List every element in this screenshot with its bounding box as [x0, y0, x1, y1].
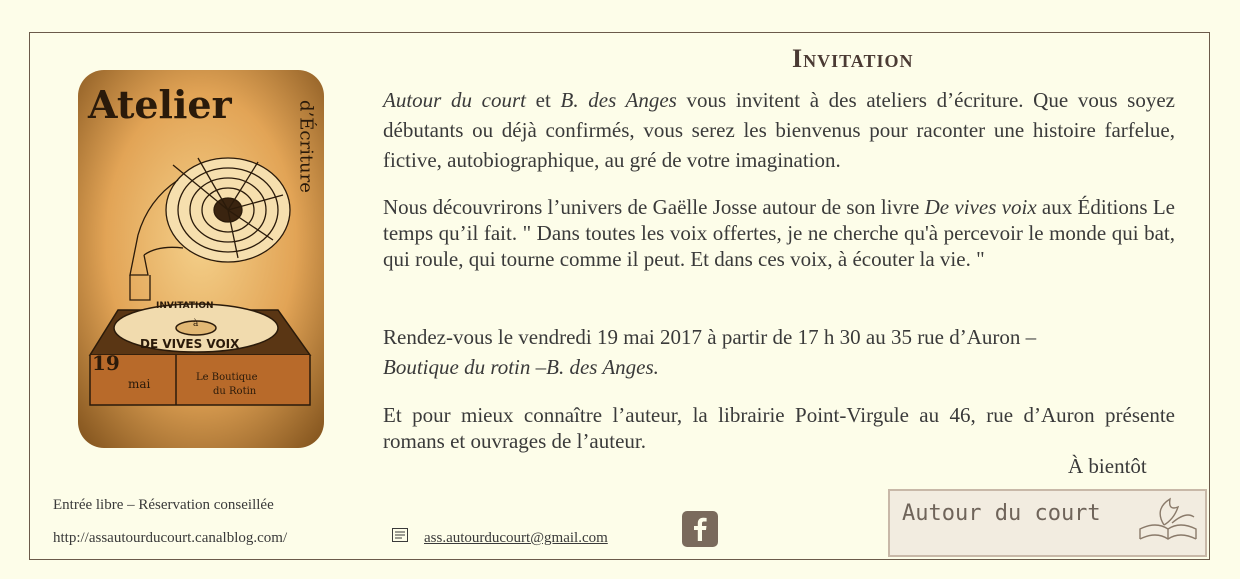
open-book-icon	[1134, 495, 1202, 553]
closing-text: À bientôt	[1068, 454, 1147, 478]
author-rest: aux Éditions Le temps qu’il fait. " Dans toutes les voix offertes, je ne cherche qu'à percevoir le monde qui bat, qui roule, qui tourne comme il peut. Et dans ces voix, à écouter la vie. "	[383, 195, 1175, 271]
poster-a: à	[193, 319, 199, 329]
poster-shop-2: du Rotin	[213, 386, 257, 397]
gramophone-illustration	[78, 70, 324, 448]
autour-du-court-logo	[888, 489, 1207, 557]
book-title: De vives voix	[924, 195, 1037, 219]
envelope-icon	[392, 528, 408, 542]
poster-book: DE VIVES VOIX	[140, 337, 240, 351]
workshop-poster	[78, 70, 324, 448]
logo-text: Autour du court	[902, 501, 1101, 526]
author-paragraph	[383, 194, 1175, 272]
poster-day: 19	[92, 351, 120, 375]
facebook-icon[interactable]	[682, 511, 718, 547]
entry-info: Entrée libre – Réservation conseillée	[53, 497, 274, 513]
rendezvous-paragraph	[383, 322, 1175, 382]
rendezvous-place: Boutique du rotin –B. des Anges.	[383, 355, 659, 379]
author-intro: Nous découvrirons l’univers de Gaëlle Josse autour de son livre	[383, 195, 925, 219]
intro-paragraph	[383, 85, 1175, 175]
org-b-des-anges: B. des Anges	[560, 88, 677, 112]
intro-rest: vous invitent à des ateliers d’écriture. Que vous soyez débutants ou déjà confirmés, vous serez les bienvenus pour raconter une histoire farfelue, fictive, autobiographique, au gré de votre imagination.	[383, 88, 1175, 172]
rendezvous-text: Rendez-vous le vendredi 19 mai 2017 à partir de 17 h 30 au 35 rue d’Auron –	[383, 325, 1037, 349]
org-autour-du-court: Autour du court	[383, 88, 526, 112]
email-link[interactable]: ass.autourducourt@gmail.com	[424, 530, 608, 546]
poster-title: Atelier	[88, 82, 232, 127]
poster-subtitle: d’Écriture	[295, 100, 317, 193]
page-title: Invitation	[792, 44, 914, 73]
and-text: et	[526, 88, 561, 112]
poster-month: mai	[128, 377, 151, 391]
blog-link[interactable]: http://assautourducourt.canalblog.com/	[53, 530, 288, 546]
bookshop-paragraph: Et pour mieux connaître l’auteur, la librairie Point-Virgule au 46, rue d’Auron présente romans et ouvrages de l’auteur.	[383, 403, 1175, 453]
poster-invitation: INVITATION	[156, 301, 214, 311]
poster-shop-1: Le Boutique	[196, 372, 258, 383]
